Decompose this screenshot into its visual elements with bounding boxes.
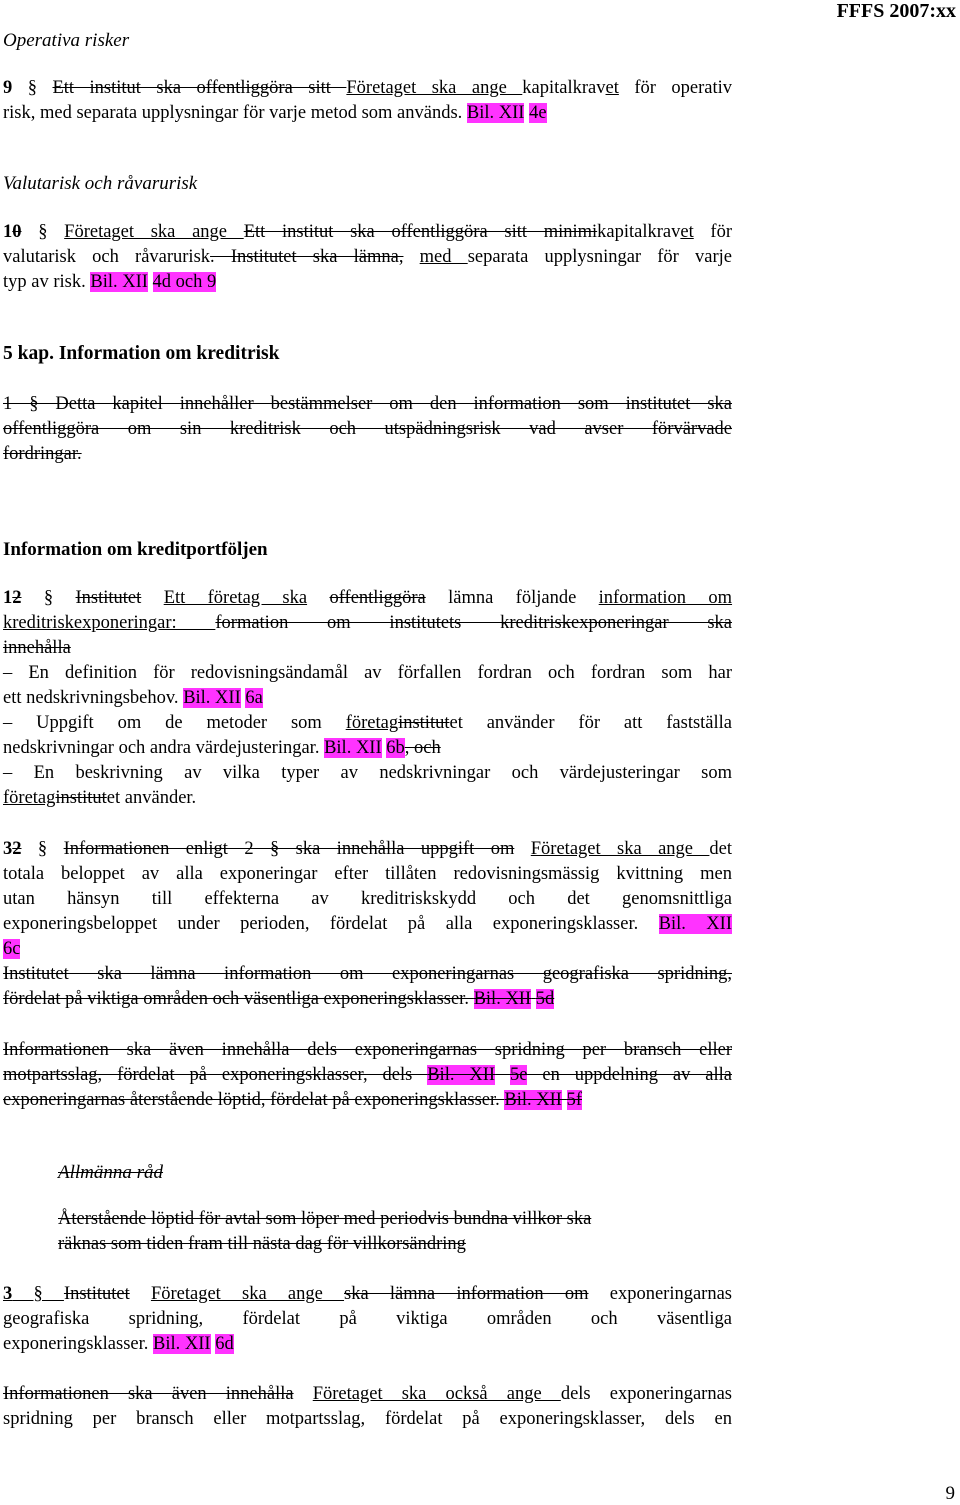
deleted-text: exponeringarnas återstående löptid, fördelat på exponeringsklasser. xyxy=(3,1090,505,1110)
section-number: 3 xyxy=(3,1284,13,1304)
annex-reference-code: 5d xyxy=(535,989,555,1009)
annex-reference-code: 6a xyxy=(245,688,263,708)
deleted-text: Ett institut ska offentliggöra sitt xyxy=(52,78,347,98)
text-run: dels exponeringarnas xyxy=(560,1384,732,1404)
text-line: utan hänsyn till effekterna av kreditriskskydd och det genomsnittliga xyxy=(3,889,732,909)
annex-reference: Bil. XII xyxy=(473,989,532,1009)
inserted-text: information om xyxy=(598,588,733,608)
text-run xyxy=(141,588,163,608)
text-run: exponeringsbeloppet under perioden, fördelat på alla exponeringsklasser. xyxy=(3,914,659,934)
deleted-text: innehålla xyxy=(3,638,71,658)
deleted-text: räknas som tiden fram till nästa dag för villkorsändring xyxy=(58,1234,466,1254)
annex-reference: Bil. XII xyxy=(153,1334,211,1354)
text-run xyxy=(514,839,530,859)
list-item: – En beskrivning av vilka typer av nedskrivningar och värdejusteringar som xyxy=(3,763,732,783)
inserted-text: et xyxy=(680,222,694,242)
text-run: et använder. xyxy=(106,788,197,808)
text-run: et använder för att fastställa xyxy=(449,713,732,733)
text-run: – Uppgift om de metoder som xyxy=(3,713,346,733)
deleted-text: offentliggöra om sin kreditrisk och utspädningsrisk vad avser förvärvade xyxy=(3,419,732,439)
annex-reference: Bil. XII xyxy=(90,272,148,292)
text-run: ett nedskrivningsbehov. xyxy=(3,688,184,708)
text-run: kapitalkrav xyxy=(522,78,606,98)
deleted-text: Informationen ska även innehålla dels exponeringarnas spridning per bransch eller xyxy=(3,1040,732,1060)
deleted-text: , och xyxy=(404,738,441,758)
inserted-text: Företaget ska ange xyxy=(150,1284,345,1304)
heading-kreditportfoljen: Information om kreditportföljen xyxy=(3,539,268,560)
text-run: separata upplysningar för varje xyxy=(467,247,732,267)
deleted-text: fördelat på viktiga områden och väsentliga exponeringsklasser. xyxy=(3,989,474,1009)
deleted-text: 2 xyxy=(12,588,22,608)
inserted-text: företag xyxy=(345,713,399,733)
text-run: kapitalkrav xyxy=(597,222,681,242)
annex-reference-code: 6b xyxy=(386,738,405,758)
chapter-5-section-1-deleted xyxy=(3,392,732,467)
inserted-text: Företaget ska också ange xyxy=(312,1384,561,1404)
annex-reference: Bil. XII xyxy=(504,1090,562,1110)
inserted-text: Företaget ska ange xyxy=(530,839,710,859)
deleted-text: formation om institutets kreditriskexponeringar ska xyxy=(215,613,732,633)
section-sign: § xyxy=(21,839,64,859)
annex-reference: Bil. XII xyxy=(183,688,241,708)
text-run: det xyxy=(709,839,733,859)
text-run: för xyxy=(693,222,733,242)
annex-reference: Bil. XII xyxy=(427,1065,496,1085)
text-run: exponeringsklasser. xyxy=(3,1334,154,1354)
general-advice-text xyxy=(58,1207,688,1257)
text-run xyxy=(294,1384,313,1404)
annex-reference-code: 5f xyxy=(566,1090,582,1110)
text-run: risk, med separata upplysningar för varje metod som används. xyxy=(3,103,467,123)
section-9 xyxy=(3,76,732,126)
section-number: 9 xyxy=(3,78,13,98)
page-number: 9 xyxy=(945,1483,955,1504)
section-number: 1 xyxy=(3,588,13,608)
inserted-text: et xyxy=(605,78,619,98)
inserted-text: med xyxy=(419,247,468,267)
annex-reference: Bil. XII xyxy=(466,103,525,123)
text-run xyxy=(495,1065,510,1085)
text-run: typ av risk. xyxy=(3,272,86,292)
deleted-text: 1 § Detta kapitel innehåller bestämmelser om den information som institutet ska xyxy=(3,394,732,414)
list-item: – En definition för redovisningsändamål av förfallen fordran och fordran som har xyxy=(3,663,732,683)
inserted-text: Företaget ska ange xyxy=(346,78,523,98)
deleted-text: Informationen enligt 2 § ska innehålla uppgift om xyxy=(63,839,515,859)
section-32-deleted-paragraph xyxy=(3,1038,732,1113)
annex-reference-code: 4e xyxy=(529,103,547,123)
text-run xyxy=(307,588,329,608)
text-run xyxy=(148,272,153,292)
section-sign: § xyxy=(21,222,65,242)
annex-reference: Bil. XII xyxy=(324,738,382,758)
deleted-text: fordringar. xyxy=(3,444,82,464)
deleted-text: Återstående löptid för avtal som löper med periodvis bundna villkor ska xyxy=(58,1209,592,1229)
section-number: 1 xyxy=(3,222,13,242)
text-run: nedskrivningar och andra värdejusteringar. xyxy=(3,738,325,758)
annex-reference-code: 5e xyxy=(509,1065,528,1085)
annex-reference-code: 6d xyxy=(215,1334,234,1354)
deleted-text: institut xyxy=(55,788,107,808)
deleted-text: motpartsslag, fördelat på exponeringsklasser, dels xyxy=(3,1065,428,1085)
section-10 xyxy=(3,220,732,295)
text-run: exponeringarnas xyxy=(588,1284,733,1304)
deleted-text: en uppdelning av alla xyxy=(527,1065,732,1085)
annex-reference-code: 6c xyxy=(3,939,21,959)
deleted-text: offentliggöra xyxy=(329,588,426,608)
section-sign: § xyxy=(12,78,53,98)
section-3-continuation xyxy=(3,1382,732,1432)
inserted-text: kreditriskexponeringar: xyxy=(3,613,216,633)
text-line: totala beloppet av alla exponeringar efter tillåten redovisningsmässig kvittning men xyxy=(3,864,732,884)
inserted-text: Företaget ska ange xyxy=(64,222,244,242)
annex-reference-code: 4d och 9 xyxy=(152,272,217,292)
annex-reference: Bil. XII xyxy=(658,914,732,934)
text-run xyxy=(562,1090,567,1110)
running-header-code: FFFS 2007:xx xyxy=(836,0,956,22)
text-run xyxy=(403,247,419,267)
text-run: för operativ xyxy=(618,78,733,98)
section-3 xyxy=(3,1282,732,1357)
deleted-text: ska lämna information om xyxy=(344,1284,589,1304)
text-line: geografiska spridning, fördelat på viktiga områden och väsentliga xyxy=(3,1309,732,1329)
text-line: spridning per bransch eller motpartsslag, fördelat på exponeringsklasser, dels en xyxy=(3,1409,732,1429)
deleted-text: 2 xyxy=(12,839,22,859)
deleted-text: 0 xyxy=(12,222,22,242)
section-32 xyxy=(3,837,732,1012)
text-run xyxy=(130,1284,151,1304)
deleted-text: Ett institut ska offentliggöra sitt minimi xyxy=(243,222,598,242)
deleted-text: Institutet xyxy=(75,588,142,608)
section-sign: § xyxy=(21,588,76,608)
running-header-title: Operativa risker xyxy=(3,30,130,51)
inserted-text: företag xyxy=(3,788,56,808)
heading-valutarisk: Valutarisk och råvarurisk xyxy=(3,173,198,194)
chapter-5-heading: 5 kap. Information om kreditrisk xyxy=(3,343,280,364)
deleted-text: Institutet xyxy=(63,1284,130,1304)
deleted-text: Informationen ska även innehålla xyxy=(3,1384,294,1404)
inserted-text: Ett företag ska xyxy=(163,588,308,608)
deleted-text: institut xyxy=(398,713,450,733)
text-run: lämna följande xyxy=(425,588,599,608)
section-12 xyxy=(3,586,732,811)
deleted-text: Institutet ska lämna information om exponeringarnas geografiska spridning, xyxy=(3,964,732,984)
section-sign: § xyxy=(12,1284,64,1304)
section-number: 3 xyxy=(3,839,13,859)
general-advice-heading: Allmänna råd xyxy=(58,1162,164,1183)
text-run: valutarisk och råvarurisk xyxy=(3,247,211,267)
deleted-text: . Institutet ska lämna, xyxy=(210,247,404,267)
